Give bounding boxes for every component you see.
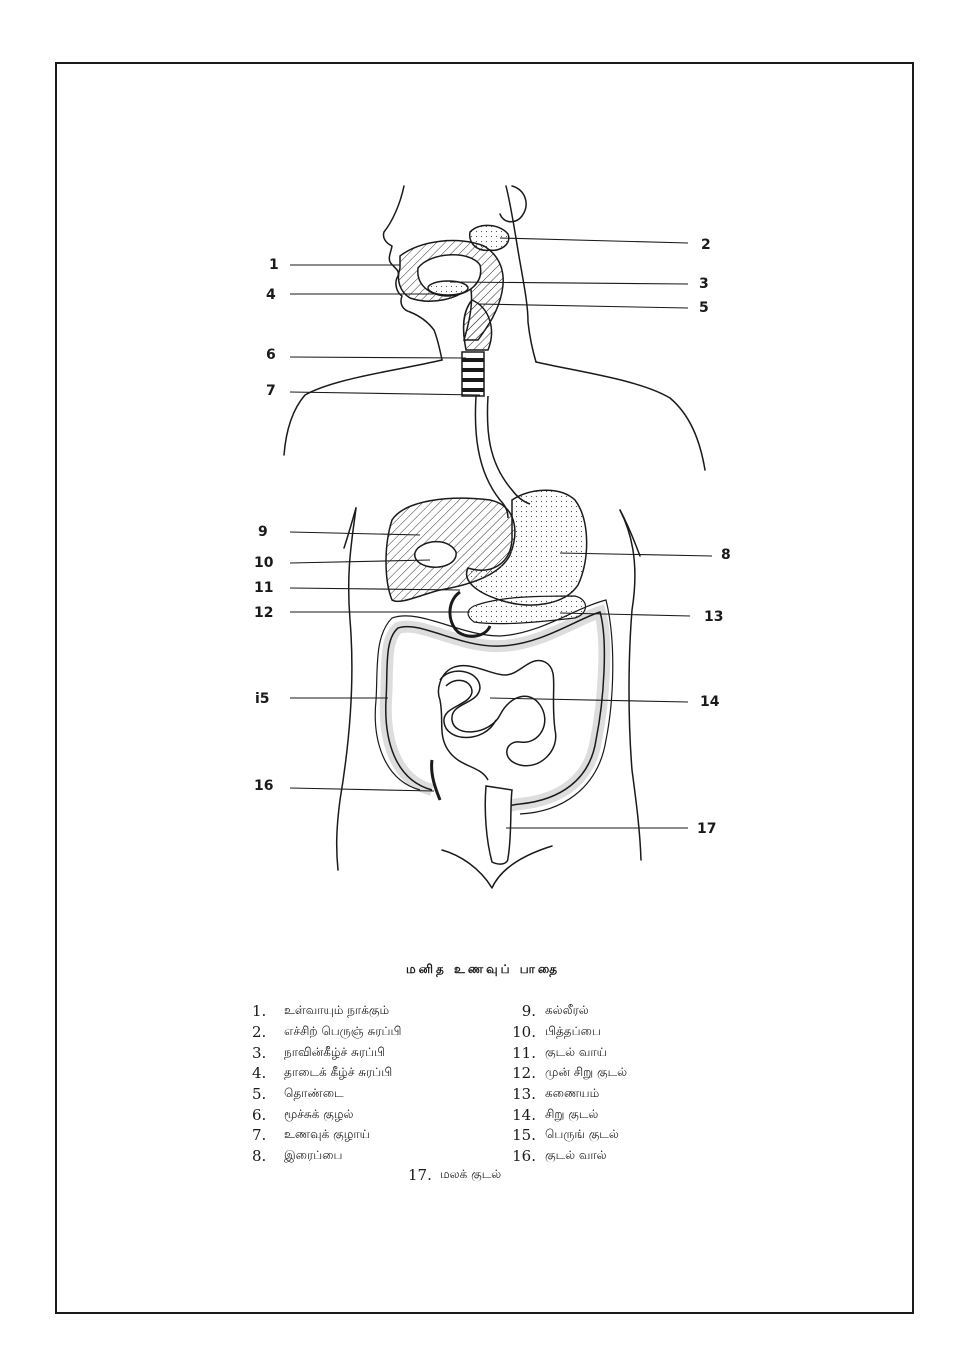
legend-text: பெருங் குடல் bbox=[545, 1127, 619, 1142]
legend-item bbox=[252, 1146, 401, 1167]
leader-line-7 bbox=[290, 392, 480, 395]
esophagus-right bbox=[487, 396, 530, 504]
leader-line-14 bbox=[490, 698, 688, 702]
legend-item bbox=[508, 1001, 627, 1022]
diagram-label-8: 8 bbox=[721, 547, 731, 563]
diagram-label-17: 17 bbox=[697, 821, 717, 837]
legend-number: 13. bbox=[512, 1085, 536, 1104]
diagram-label-13: 13 bbox=[704, 609, 724, 625]
legend-item bbox=[252, 1063, 401, 1084]
legend-item bbox=[508, 1063, 627, 1084]
legend-text: மலக் குடல் bbox=[440, 1167, 502, 1181]
leader-line-16 bbox=[290, 788, 434, 791]
legend-item bbox=[508, 1146, 627, 1167]
legend-text: உணவுக் குழாய் bbox=[284, 1127, 370, 1142]
legend-text: கணையம் bbox=[545, 1086, 600, 1101]
small-intestine-inner bbox=[444, 680, 496, 737]
legend-number: 6. bbox=[252, 1105, 267, 1124]
legend-item bbox=[508, 1022, 627, 1043]
legend-text: தாடைக் கீழ்ச் சுரப்பி bbox=[284, 1065, 393, 1080]
legend-text: தொண்டை bbox=[284, 1086, 344, 1101]
diagram-label-4: 4 bbox=[266, 287, 276, 303]
diagram-label-10: 10 bbox=[254, 555, 274, 571]
legend-number: 5. bbox=[252, 1085, 267, 1104]
legend-text: குடல் வால் bbox=[545, 1148, 607, 1163]
legend-item bbox=[252, 1125, 401, 1146]
leader-line-6 bbox=[290, 357, 466, 358]
left-shoulder bbox=[284, 360, 442, 455]
legend-item bbox=[508, 1084, 627, 1105]
legend-item bbox=[252, 1042, 401, 1063]
legend-number: 8. bbox=[252, 1147, 267, 1166]
legend-text: பித்தப்பை bbox=[545, 1024, 601, 1039]
legend-number: 9. bbox=[521, 1002, 536, 1021]
diagram-label-12: 12 bbox=[254, 605, 274, 621]
legend-item bbox=[508, 1104, 627, 1125]
legend-right-column bbox=[508, 1001, 627, 1167]
diagram-label-2: 2 bbox=[701, 237, 711, 253]
legend-text: முன் சிறு குடல் bbox=[545, 1065, 628, 1080]
back-of-head bbox=[506, 186, 536, 362]
legend-number: 11. bbox=[512, 1043, 536, 1062]
legend-number: 1. bbox=[252, 1002, 267, 1021]
legend-number: 4. bbox=[252, 1064, 267, 1083]
diagram-label-5: 5 bbox=[699, 300, 709, 316]
legend-item bbox=[508, 1042, 627, 1063]
legend-number: 2. bbox=[252, 1023, 267, 1042]
legend-number: 14. bbox=[512, 1105, 536, 1124]
legend-number: 10. bbox=[512, 1023, 536, 1042]
legend-text: உள்வாயும் நாக்கும் bbox=[284, 1003, 390, 1018]
small-intestine bbox=[439, 661, 556, 780]
diagram-label-15: i5 bbox=[255, 691, 270, 707]
legend-number: 17. bbox=[408, 1166, 432, 1184]
gallbladder bbox=[415, 542, 456, 568]
legend-text: நாவின்கீழ்ச் சுரப்பி bbox=[284, 1044, 385, 1059]
right-shoulder bbox=[536, 362, 705, 470]
legend-text: இரைப்பை bbox=[284, 1148, 343, 1163]
legend-text: மூச்சுக் குழல் bbox=[284, 1106, 354, 1121]
diagram-label-11: 11 bbox=[254, 580, 274, 596]
legend-number: 7. bbox=[252, 1126, 267, 1145]
legend-item bbox=[252, 1104, 401, 1125]
diagram-label-14: 14 bbox=[700, 694, 720, 710]
sublingual-gland bbox=[428, 281, 468, 295]
legend-item bbox=[252, 1001, 401, 1022]
rectum bbox=[485, 786, 512, 864]
legend-text: சிறு குடல் bbox=[545, 1106, 599, 1121]
ear-outline bbox=[500, 186, 526, 222]
legend-number: 15. bbox=[512, 1126, 536, 1145]
legend-item bbox=[252, 1022, 401, 1043]
diagram-label-6: 6 bbox=[266, 347, 276, 363]
left-arm-inner bbox=[344, 508, 356, 548]
diagram-label-1: 1 bbox=[269, 257, 279, 273]
legend-item bbox=[252, 1084, 401, 1105]
diagram-label-7: 7 bbox=[266, 383, 276, 399]
legend-item-last bbox=[408, 1166, 501, 1184]
legend-text: குடல் வாய் bbox=[545, 1044, 607, 1059]
diagram-label-16: 16 bbox=[254, 778, 274, 794]
legend-text: எச்சிற் பெருஞ் சுரப்பி bbox=[284, 1024, 402, 1039]
legend-item bbox=[508, 1125, 627, 1146]
legend-number: 16. bbox=[512, 1147, 536, 1166]
legend-text: கல்லீரல் bbox=[545, 1003, 589, 1018]
right-flank bbox=[620, 510, 641, 860]
leader-line-5 bbox=[478, 304, 688, 308]
diagram-label-3: 3 bbox=[699, 276, 709, 292]
diagram-caption: மனித உணவுப் பாதை bbox=[405, 962, 561, 976]
legend-number: 3. bbox=[252, 1043, 267, 1062]
leader-line-2 bbox=[500, 238, 688, 243]
diagram-label-9: 9 bbox=[258, 524, 268, 540]
right-arm-inner bbox=[620, 510, 640, 556]
legend-left-column bbox=[252, 1001, 401, 1167]
legend-number: 12. bbox=[512, 1064, 536, 1083]
appendix bbox=[432, 760, 440, 800]
